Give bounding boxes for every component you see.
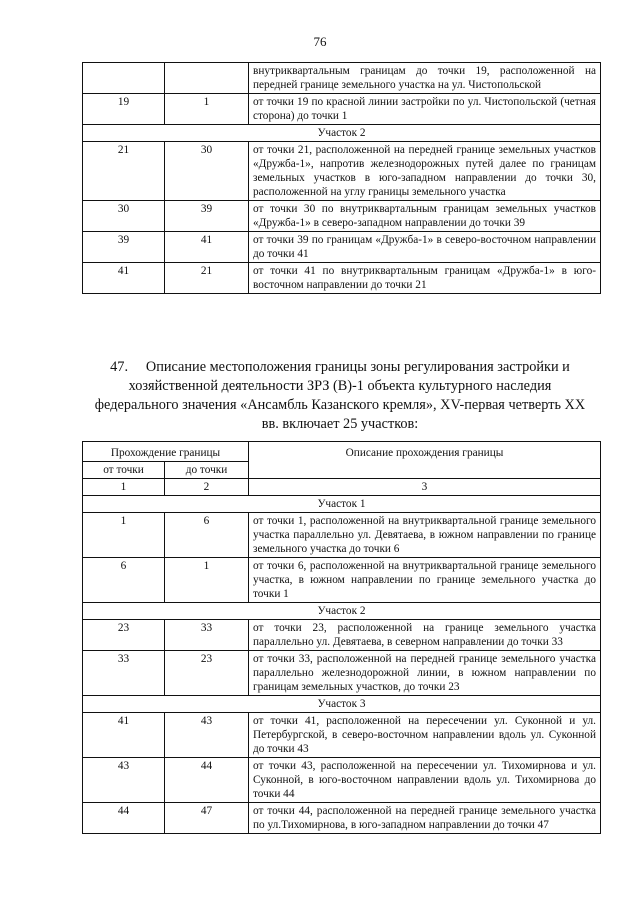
from-point-cell: 21	[83, 142, 165, 201]
to-point-cell: 1	[165, 558, 249, 603]
description-cell: от точки 21, расположенной на передней границе земельных участков «Дружба-1», напротив железнодорожных путей далее по границам земельных участков в юго-западном направлении до точки 30, расположенной на углу границы земельного участка	[249, 142, 601, 201]
from-point-cell: 44	[83, 803, 165, 834]
description-cell: внутриквартальным границам до точки 19, расположенной на передней границе земельного участка на ул. Чистопольской	[249, 63, 601, 94]
section-row	[83, 603, 601, 620]
table-row	[83, 713, 601, 758]
table-column-numbers	[83, 479, 601, 496]
column-number-3: 3	[249, 479, 601, 496]
table-row	[83, 142, 601, 201]
description-cell: от точки 30 по внутриквартальным границам земельных участков «Дружба-1» в северо-западном направлении до точки 39	[249, 201, 601, 232]
from-point-cell: 39	[83, 232, 165, 263]
to-point-cell: 6	[165, 513, 249, 558]
from-point-cell	[83, 63, 165, 94]
section-heading-text: Описание местоположения границы зоны регулирования застройки и хозяйственной деятельности ЗРЗ (В)-1 объекта культурного наследия федерального значения «Ансамбль Казанского кремля», XV-первая четверть XX вв. включает 25 участков:	[94, 359, 586, 432]
table-row	[83, 63, 601, 94]
section-row	[83, 496, 601, 513]
to-point-cell	[165, 63, 249, 94]
boundary-table-zrz	[82, 441, 601, 834]
from-point-cell: 33	[83, 651, 165, 696]
table-row	[83, 94, 601, 125]
section-label: Участок 3	[83, 696, 601, 713]
description-cell: от точки 44, расположенной на передней границе земельного участка по ул.Тихомирнова, в юго-западном направлении до точки 47	[249, 803, 601, 834]
table-row	[83, 803, 601, 834]
column-number-2: 2	[165, 479, 249, 496]
to-point-cell: 44	[165, 758, 249, 803]
section-label: Участок 1	[83, 496, 601, 513]
table-row	[83, 201, 601, 232]
header-passage: Прохождение границы	[83, 442, 249, 462]
table-row	[83, 620, 601, 651]
section-number: 47.	[110, 359, 129, 375]
from-point-cell: 19	[83, 94, 165, 125]
section-label: Участок 2	[83, 603, 601, 620]
table-row	[83, 558, 601, 603]
description-cell: от точки 6, расположенной на внутриквартальной границе земельного участка, в южном направлении по границе земельного участка до точки 1	[249, 558, 601, 603]
description-cell: от точки 19 по красной линии застройки по ул. Чистопольской (четная сторона) до точки 1	[249, 94, 601, 125]
to-point-cell: 41	[165, 232, 249, 263]
section-label: Участок 2	[83, 125, 601, 142]
section-row	[83, 125, 601, 142]
header-to-point: до точки	[165, 462, 249, 479]
column-number-1: 1	[83, 479, 165, 496]
to-point-cell: 30	[165, 142, 249, 201]
from-point-cell: 1	[83, 513, 165, 558]
header-from-point: от точки	[83, 462, 165, 479]
description-cell: от точки 39 по границам «Дружба-1» в северо-восточном направлении до точки 41	[249, 232, 601, 263]
to-point-cell: 43	[165, 713, 249, 758]
from-point-cell: 41	[83, 263, 165, 294]
header-description: Описание прохождения границы	[249, 442, 601, 479]
from-point-cell: 41	[83, 713, 165, 758]
page-number: 76	[313, 34, 327, 49]
description-cell: от точки 43, расположенной на пересечении ул. Тихомирнова и ул. Суконной, в юго-восточном направлении вдоль ул. Тихомирнова до точки 44	[249, 758, 601, 803]
table-row	[83, 232, 601, 263]
to-point-cell: 1	[165, 94, 249, 125]
to-point-cell: 33	[165, 620, 249, 651]
section-heading	[90, 358, 590, 434]
description-cell: от точки 33, расположенной на передней границе земельного участка параллельно железнодорожной линии, в южном направлении по границам земельных участков, до точки 23	[249, 651, 601, 696]
table-row	[83, 758, 601, 803]
to-point-cell: 21	[165, 263, 249, 294]
from-point-cell: 6	[83, 558, 165, 603]
table-header-row	[83, 442, 601, 462]
to-point-cell: 47	[165, 803, 249, 834]
description-cell: от точки 1, расположенной на внутриквартальной границе земельного участка параллельно ул. Девятаева, в южном направлении по границе земельного участка до точки 6	[249, 513, 601, 558]
section-row	[83, 696, 601, 713]
from-point-cell: 23	[83, 620, 165, 651]
from-point-cell: 30	[83, 201, 165, 232]
to-point-cell: 39	[165, 201, 249, 232]
description-cell: от точки 41 по внутриквартальным границам «Дружба-1» в юго-восточном направлении до точки 21	[249, 263, 601, 294]
table-row	[83, 263, 601, 294]
description-cell: от точки 23, расположенной на границе земельного участка параллельно ул. Девятаева, в северном направлении до точки 33	[249, 620, 601, 651]
boundary-table-continued	[82, 62, 601, 294]
table-row	[83, 513, 601, 558]
to-point-cell: 23	[165, 651, 249, 696]
description-cell: от точки 41, расположенной на пересечении ул. Суконной и ул. Петербургской, в северо-восточном направлении вдоль ул. Суконной до точки 43	[249, 713, 601, 758]
table-row	[83, 651, 601, 696]
from-point-cell: 43	[83, 758, 165, 803]
